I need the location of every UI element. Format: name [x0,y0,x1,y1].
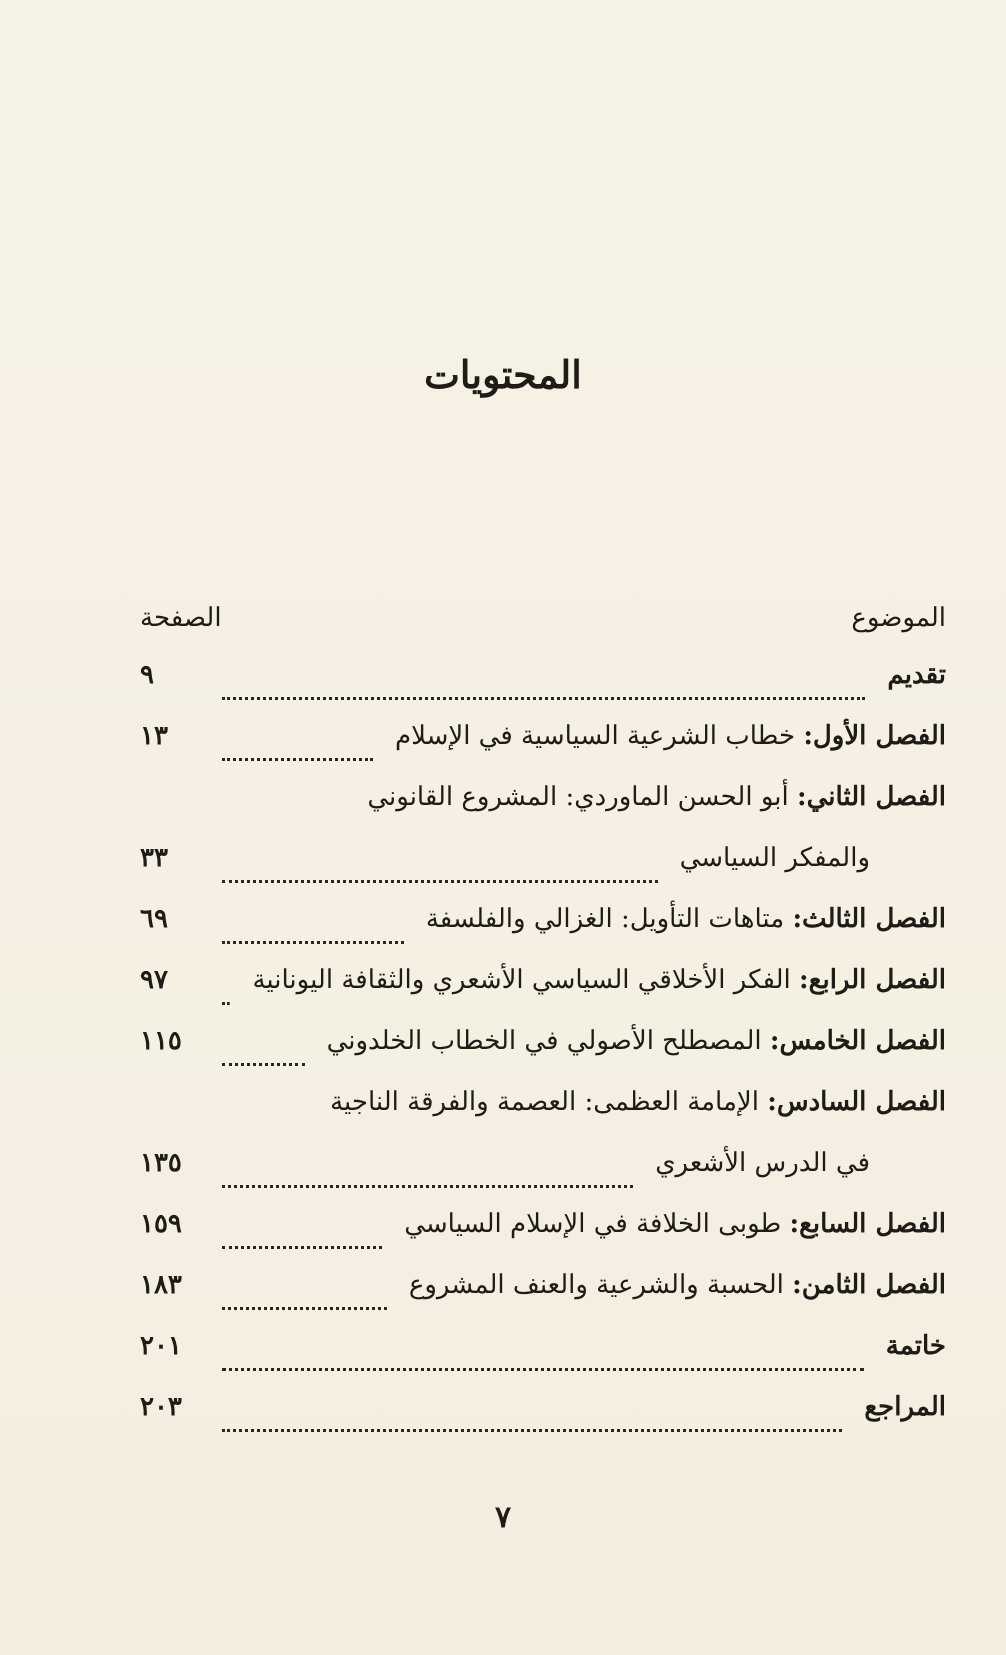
toc-entry-page: ٦٩ [140,904,168,934]
toc-entry-page: ١٨٣ [140,1270,182,1300]
toc-entry-text [887,660,946,690]
toc-entry-label: الفصل الخامس: [769,1026,946,1056]
toc-entry-title: الفكر الأخلاقي السياسي الأشعري والثقافة اليونانية [252,965,791,995]
toc-entry-label: الفصل السادس: [767,1087,946,1117]
dot-leader [222,1246,382,1249]
toc-entry-text [655,1148,946,1178]
toc-entry-label: المراجع [864,1392,946,1422]
dot-leader [222,1185,633,1188]
dot-leader [222,1307,387,1310]
toc-entry-text [252,965,946,995]
dot-leader [222,880,658,883]
toc-entry-page: ١١٥ [140,1026,182,1056]
toc-entry-text [327,1026,946,1056]
dot-leader [222,941,404,944]
toc-entry-title: متاهات التأويل: الغزالي والفلسفة [425,904,785,934]
dot-leader [222,1429,842,1432]
toc-entry-page: ١٣ [140,721,168,751]
toc-entry [140,1087,946,1148]
toc-entry-text [395,721,946,751]
toc-entry-text [367,782,946,812]
toc-entry-title: المصطلح الأصولي في الخطاب الخلدوني [326,1026,762,1056]
toc-entry [140,660,946,721]
toc-entry-text [680,843,946,873]
toc-entry-title: خطاب الشرعية السياسية في الإسلام [394,721,796,751]
toc-entry-label: تقديم [887,660,946,690]
toc-entry-page: ٩٧ [140,965,168,995]
toc-entry-page: ٩ [140,660,154,690]
toc-entry-text [330,1087,946,1117]
toc-entry-label: الفصل الأول: [803,721,946,751]
toc-entry [140,904,946,965]
page-title: المحتويات [424,352,582,397]
toc-entry [140,1392,946,1453]
toc-entry [140,965,946,1026]
toc-entry [140,1026,946,1087]
page-number: ٧ [494,1500,512,1535]
dot-leader [222,697,865,700]
toc-entry-page: ٢٠٣ [140,1392,182,1422]
toc-entry-page: ٣٣ [140,843,168,873]
toc-entry-title: الحسبة والشرعية والعنف المشروع [408,1270,784,1300]
toc-entry-label: الفصل الثاني: [796,782,946,812]
toc-entry-label: خاتمة [885,1331,946,1361]
dot-leader [222,1063,305,1066]
toc-entry-label: الفصل الثامن: [792,1270,946,1300]
dot-leader [222,1002,230,1005]
toc-entry-text [404,1209,946,1239]
toc-entry-page: ١٣٥ [140,1148,182,1178]
toc-entry [140,1331,946,1392]
toc-entry-text [886,1331,946,1361]
page-column-header: الصفحة [140,603,222,633]
table-of-contents [140,660,946,1453]
toc-entry-title: الإمامة العظمى: العصمة والفرقة الناجية [330,1087,759,1117]
toc-entry-text [426,904,946,934]
toc-entry-continuation [140,1148,946,1209]
toc-entry-label: الفصل الثالث: [792,904,946,934]
toc-entry-title: طوبى الخلافة في الإسلام السياسي [404,1209,782,1239]
dot-leader [222,1368,864,1371]
toc-entry [140,1270,946,1331]
toc-entry-text [409,1270,946,1300]
toc-entry-text [864,1392,946,1422]
topic-column-header: الموضوع [851,603,946,633]
toc-entry-continuation [140,843,946,904]
toc-entry [140,1209,946,1270]
toc-entry-label: الفصل السابع: [789,1209,946,1239]
toc-entry [140,782,946,843]
toc-entry-label: الفصل الرابع: [799,965,946,995]
toc-entry-page: ٢٠١ [140,1331,182,1361]
toc-entry-title: في الدرس الأشعري [655,1148,870,1178]
dot-leader [222,758,373,761]
toc-entry-page: ١٥٩ [140,1209,182,1239]
toc-entry-title: والمفكر السياسي [679,843,870,873]
toc-entry [140,721,946,782]
toc-entry-title: أبو الحسن الماوردي: المشروع القانوني [367,782,789,812]
